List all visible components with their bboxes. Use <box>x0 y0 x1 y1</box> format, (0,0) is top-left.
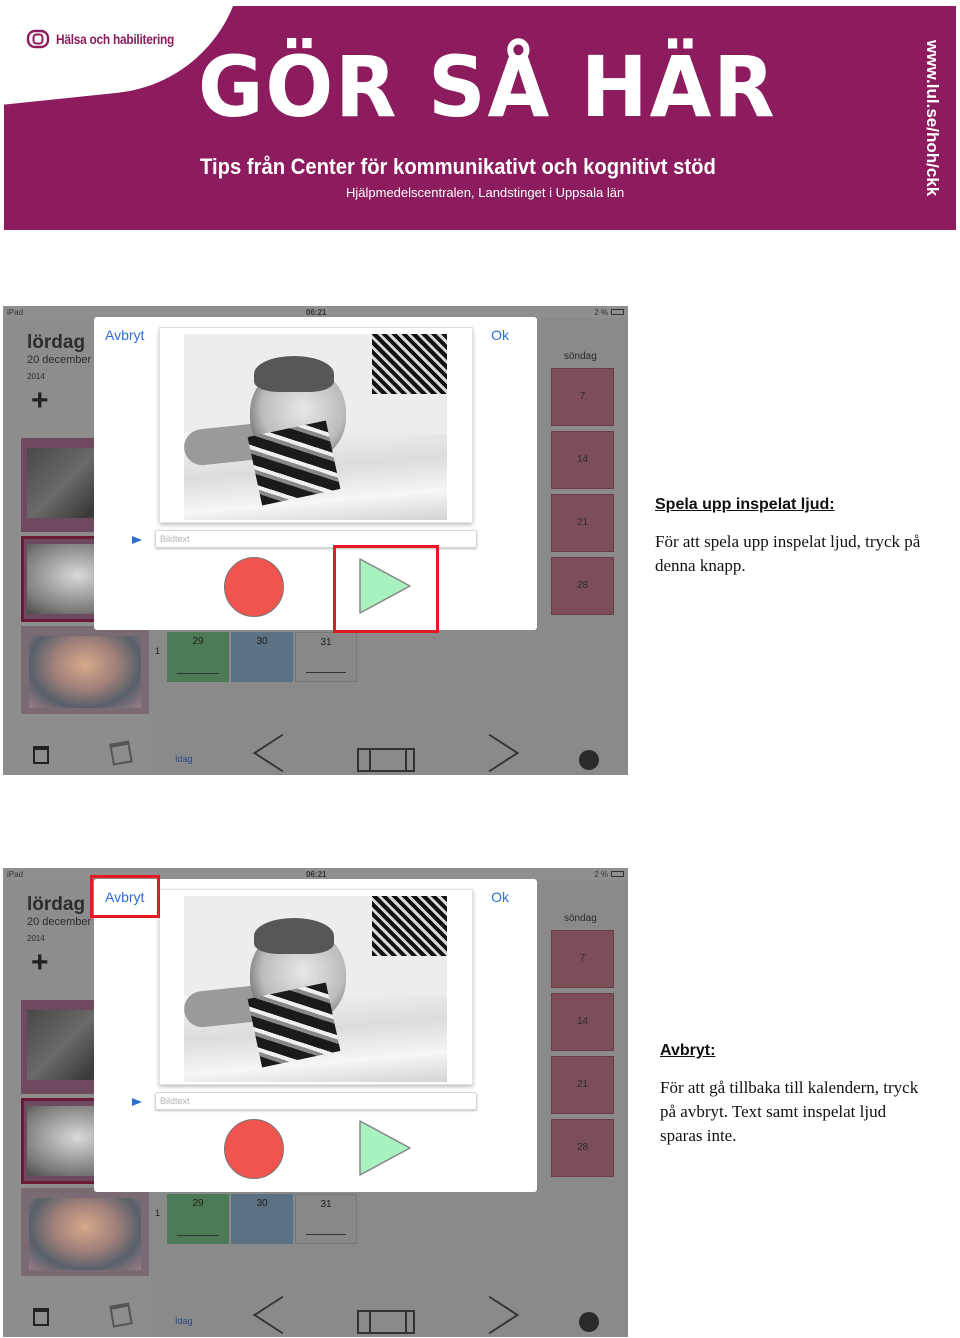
day-year: 2014 <box>27 372 45 381</box>
calendar-day[interactable]: 21 <box>551 1056 614 1114</box>
photo-hair <box>254 356 334 392</box>
divider <box>177 1235 219 1236</box>
next-arrow-icon[interactable] <box>461 734 519 772</box>
add-icon[interactable]: + <box>31 384 49 417</box>
divider <box>306 672 346 673</box>
day-title: lördag <box>27 332 86 353</box>
annotation-heading: Spela upp inspelat ljud: <box>655 496 835 513</box>
cancel-button[interactable]: Avbryt <box>105 889 145 905</box>
globe-icon[interactable] <box>579 1312 599 1332</box>
header-banner <box>4 6 956 230</box>
status-time: 06:21 <box>306 308 327 317</box>
globe-icon[interactable] <box>579 750 599 770</box>
screenshot-cancel <box>3 868 628 1337</box>
banner-url: www.lul.se/hoh/ckk <box>923 40 942 197</box>
organization-logo <box>26 28 195 50</box>
weekday-sunday-label: söndag <box>564 913 597 924</box>
caption-input[interactable]: Bildtext <box>155 1092 477 1110</box>
photo-pillow <box>372 896 447 956</box>
baby-photo-thumbnail[interactable] <box>29 1198 141 1270</box>
divider <box>306 1234 346 1235</box>
calendar-day[interactable]: 28 <box>551 557 614 615</box>
calendar-day[interactable] <box>295 632 357 682</box>
calendar-day[interactable] <box>231 632 293 682</box>
day-number: 30 <box>256 636 268 647</box>
photo-hair <box>254 918 334 954</box>
highlight-cancel-button <box>90 875 160 918</box>
calendar-day[interactable] <box>167 1194 229 1244</box>
image-dialog <box>94 317 537 630</box>
caption-input[interactable]: Bildtext <box>155 530 477 548</box>
calendar-day[interactable]: 28 <box>551 1119 614 1177</box>
calendar-day[interactable]: 14 <box>551 431 614 489</box>
battery-text: 2 % <box>594 308 608 317</box>
add-icon[interactable]: + <box>31 946 49 979</box>
weekday-sunday-label: söndag <box>564 351 597 362</box>
status-time: 06:21 <box>306 870 327 879</box>
week-row-number: 1 <box>155 646 161 656</box>
day-year: 2014 <box>27 934 45 943</box>
trash-empty-icon[interactable] <box>109 740 133 765</box>
day-number: 29 <box>192 636 204 647</box>
caption-arrow-icon <box>132 536 142 544</box>
week-view-icon[interactable] <box>357 748 415 772</box>
banner-organization: Hjälpmedelscentralen, Landstinget i Uppsala län <box>346 185 625 200</box>
banner-subtitle: Tips från Center för kommunikativt och kognitivt stöd <box>200 154 716 179</box>
day-number: 30 <box>256 1198 268 1209</box>
day-date: 20 december <box>27 916 92 928</box>
annotation-heading: Avbryt: <box>660 1042 716 1059</box>
calendar-day[interactable] <box>295 1194 357 1244</box>
trash-icon[interactable] <box>33 746 49 764</box>
battery-icon <box>611 871 624 877</box>
caption-arrow-icon <box>132 1098 142 1106</box>
trash-empty-icon[interactable] <box>109 1302 133 1327</box>
day-number: 29 <box>192 1198 204 1209</box>
device-label: iPad <box>7 870 24 879</box>
calendar-day[interactable]: 7 <box>551 368 614 426</box>
day-title: lördag <box>27 894 86 915</box>
annotation-text: För att gå tillbaka till kalendern, tryck på avbryt. Text samt inspelat ljud sparas inte. <box>660 1078 919 1145</box>
record-button[interactable] <box>224 557 284 617</box>
calendar-day[interactable]: 14 <box>551 993 614 1051</box>
logo-text: Hälsa och habilitering <box>56 31 175 47</box>
day-number: 31 <box>320 637 332 648</box>
screenshot-play-recording <box>3 306 628 775</box>
photo-pillow <box>372 334 447 394</box>
today-link[interactable]: Idag <box>175 754 193 764</box>
calendar-day[interactable] <box>167 632 229 682</box>
highlight-play-button <box>333 545 439 633</box>
battery-text: 2 % <box>594 870 608 879</box>
annotation-text: För att spela upp inspelat ljud, tryck på denna knapp. <box>655 532 921 575</box>
calendar-day[interactable]: 7 <box>551 930 614 988</box>
today-link[interactable]: Idag <box>175 1316 193 1326</box>
week-view-icon[interactable] <box>357 1310 415 1334</box>
play-button[interactable] <box>356 1117 414 1179</box>
cancel-button[interactable]: Avbryt <box>105 327 145 343</box>
baby-photo <box>184 334 447 520</box>
divider <box>177 673 219 674</box>
battery-icon <box>611 309 624 315</box>
baby-photo-thumbnail[interactable] <box>29 636 141 708</box>
day-number: 31 <box>320 1199 332 1210</box>
image-dialog <box>94 879 537 1192</box>
next-arrow-icon[interactable] <box>461 1296 519 1334</box>
ok-button[interactable]: Ok <box>491 327 509 343</box>
device-label: iPad <box>7 308 24 317</box>
calendar-day[interactable]: 21 <box>551 494 614 552</box>
banner-title: GÖR SÅ HÄR <box>198 38 777 136</box>
record-button[interactable] <box>224 1119 284 1179</box>
trash-icon[interactable] <box>33 1308 49 1326</box>
previous-arrow-icon[interactable] <box>253 734 311 772</box>
previous-arrow-icon[interactable] <box>253 1296 311 1334</box>
day-date: 20 december <box>27 354 92 366</box>
week-row-number: 1 <box>155 1208 161 1218</box>
baby-photo <box>184 896 447 1082</box>
ok-button[interactable]: Ok <box>491 889 509 905</box>
calendar-day[interactable] <box>231 1194 293 1244</box>
logo-mark-icon <box>26 28 50 50</box>
